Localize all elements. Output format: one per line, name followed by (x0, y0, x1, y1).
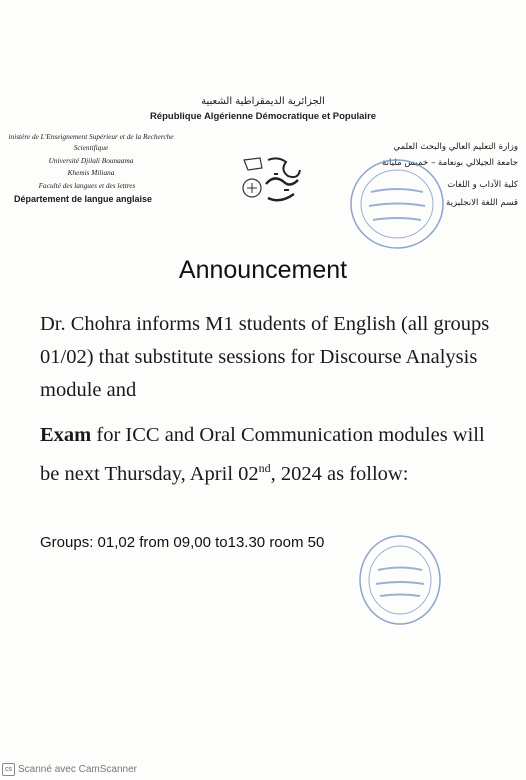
announcement-title: Announcement (178, 256, 348, 284)
exam-label: Exam (40, 424, 92, 446)
department-stamp-icon-2 (356, 532, 444, 628)
university-logo-icon (240, 154, 304, 206)
ministry-line-2: Scientifique (73, 143, 109, 152)
exam-text: for ICC and Oral Communication modules will be next Thursday, April 02 (40, 424, 485, 485)
announcement-paragraph-1: Dr. Chohra informs M1 students of English (all groups 01/02) that substitute sessions for Discourse Analysis module and (40, 313, 490, 401)
university-name: Université Djilali Bounaama (48, 156, 134, 165)
groups-schedule: Groups: 01,02 from 09,00 to13.30 room 50 (40, 534, 325, 551)
arabic-ministry: وزارة التعليم العالي والبحث العلمي (393, 142, 518, 152)
announcement-paragraph-2 (40, 419, 490, 491)
arabic-faculty: كلية الآداب و اللغات (447, 180, 518, 190)
arabic-department: قسم اللغة الانجليزية (446, 198, 518, 208)
scanner-footer (2, 763, 137, 776)
department-stamp-icon (335, 152, 450, 252)
faculty-name: Faculté des langues et des lettres (38, 181, 136, 190)
university-city: Khemis Miliana (67, 168, 115, 177)
french-republic-heading: République Algérienne Démocratique et Populaire (149, 111, 377, 122)
exam-text-tail: , 2024 as follow: (270, 462, 409, 485)
camscanner-icon: cs (2, 763, 15, 776)
arabic-republic-heading: الجزائرية الديمقراطية الشعبية (201, 96, 325, 107)
scanner-footer-text: Scanné avec CamScanner (18, 764, 137, 776)
department-name: Département de langue anglaise (14, 194, 153, 204)
ministry-line: inistère de L'Enseignement Supérieur et de la Recherche (8, 132, 174, 141)
arabic-university: جامعة الجيلالي بونعامة – خميس مليانة (382, 158, 518, 168)
date-ordinal-suffix: nd (258, 461, 271, 475)
